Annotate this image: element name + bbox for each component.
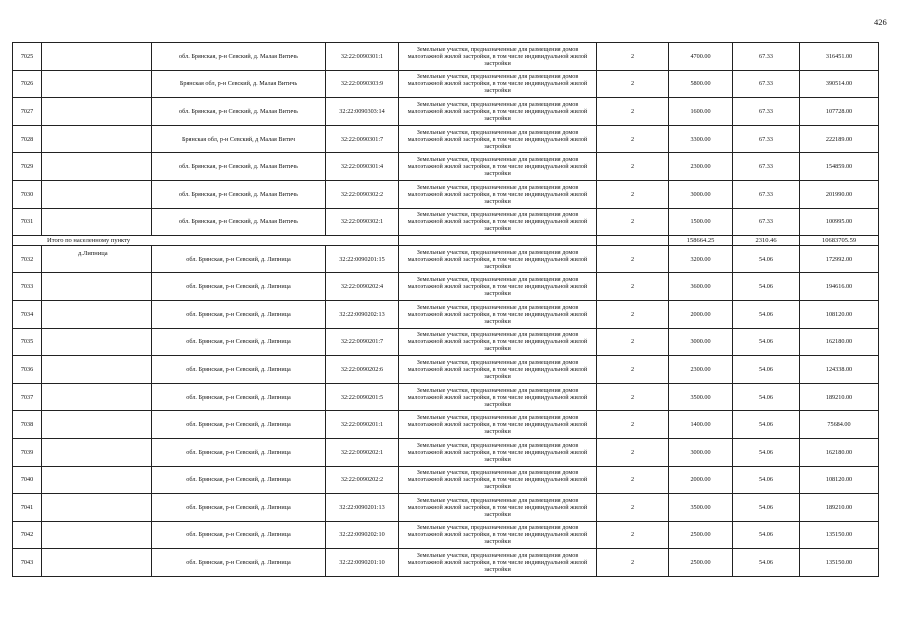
specific-cadastral-value: 54.06 bbox=[733, 549, 800, 577]
group-code: 2 bbox=[597, 125, 669, 153]
table-row bbox=[13, 43, 879, 71]
land-use-purpose: Земельные участки, предназначенные для размещения домов малоэтажной жилой застройки, в том числе индивидуальной жилой застройки bbox=[399, 438, 597, 466]
address: обл. Брянская, р-н Севский, д. Липница bbox=[152, 328, 326, 356]
land-use-purpose: Земельные участки, предназначенные для размещения домов малоэтажной жилой застройки, в том числе индивидуальной жилой застройки bbox=[399, 208, 597, 236]
cadastral-value: 108120.00 bbox=[800, 300, 879, 328]
blank-cell bbox=[42, 300, 152, 328]
area: 1500.00 bbox=[669, 208, 733, 236]
cadastral-number: 32:22:0090202:4 bbox=[326, 273, 399, 301]
table-row bbox=[13, 273, 879, 301]
specific-cadastral-value: 54.06 bbox=[733, 273, 800, 301]
cadastral-number: 32:22:0090303:9 bbox=[326, 70, 399, 98]
table-row bbox=[13, 356, 879, 384]
row-number: 7041 bbox=[13, 494, 42, 522]
row-number: 7043 bbox=[13, 549, 42, 577]
table-row bbox=[13, 153, 879, 181]
cadastral-number: 32:22:0090301:4 bbox=[326, 153, 399, 181]
cadastral-number: 32:22:0090201:10 bbox=[326, 549, 399, 577]
group-code: 2 bbox=[597, 273, 669, 301]
cadastral-value: 390514.00 bbox=[800, 70, 879, 98]
specific-cadastral-value: 67.33 bbox=[733, 125, 800, 153]
land-use-purpose: Земельные участки, предназначенные для размещения домов малоэтажной жилой застройки, в том числе индивидуальной жилой застройки bbox=[399, 328, 597, 356]
row-number: 7034 bbox=[13, 300, 42, 328]
group-code: 2 bbox=[597, 383, 669, 411]
group-code: 2 bbox=[597, 328, 669, 356]
blank-cell bbox=[42, 98, 152, 126]
specific-cadastral-value: 67.33 bbox=[733, 98, 800, 126]
table-row bbox=[13, 208, 879, 236]
row-number: 7037 bbox=[13, 383, 42, 411]
land-use-purpose: Земельные участки, предназначенные для размещения домов малоэтажной жилой застройки, в том числе индивидуальной жилой застройки bbox=[399, 411, 597, 439]
land-use-purpose: Земельные участки, предназначенные для размещения домов малоэтажной жилой застройки, в том числе индивидуальной жилой застройки bbox=[399, 98, 597, 126]
locality-heading: д.Липница bbox=[78, 250, 108, 257]
row-number: 7033 bbox=[13, 273, 42, 301]
row-number: 7032 bbox=[13, 245, 42, 273]
land-use-purpose: Земельные участки, предназначенные для размещения домов малоэтажной жилой застройки, в том числе индивидуальной жилой застройки bbox=[399, 70, 597, 98]
area: 1400.00 bbox=[669, 411, 733, 439]
row-number: 7035 bbox=[13, 328, 42, 356]
row-number: 7036 bbox=[13, 356, 42, 384]
group-code: 2 bbox=[597, 98, 669, 126]
row-number: 7039 bbox=[13, 438, 42, 466]
subtotal-group-cell bbox=[597, 236, 669, 246]
subtotal-label: Итого по населенному пункту bbox=[13, 236, 399, 246]
table-row bbox=[13, 466, 879, 494]
row-number: 7028 bbox=[13, 125, 42, 153]
group-code: 2 bbox=[597, 549, 669, 577]
row-number: 7027 bbox=[13, 98, 42, 126]
table-row bbox=[13, 411, 879, 439]
blank-cell bbox=[42, 411, 152, 439]
address: Брянская обл, р-н Севский, д. Малая Витичь bbox=[152, 70, 326, 98]
land-use-purpose: Земельные участки, предназначенные для размещения домов малоэтажной жилой застройки, в том числе индивидуальной жилой застройки bbox=[399, 153, 597, 181]
row-number: 7025 bbox=[13, 43, 42, 71]
cadastral-number: 32:22:0090202:2 bbox=[326, 466, 399, 494]
row-number: 7026 bbox=[13, 70, 42, 98]
blank-cell bbox=[42, 153, 152, 181]
table-row bbox=[13, 300, 879, 328]
blank-cell bbox=[42, 208, 152, 236]
group-code: 2 bbox=[597, 70, 669, 98]
area: 3200.00 bbox=[669, 245, 733, 273]
area: 2300.00 bbox=[669, 356, 733, 384]
area: 3300.00 bbox=[669, 125, 733, 153]
table-row bbox=[13, 383, 879, 411]
specific-cadastral-value: 54.06 bbox=[733, 466, 800, 494]
table-row bbox=[13, 328, 879, 356]
land-use-purpose: Земельные участки, предназначенные для размещения домов малоэтажной жилой застройки, в том числе индивидуальной жилой застройки bbox=[399, 125, 597, 153]
row-number: 7042 bbox=[13, 521, 42, 549]
cadastral-number: 32:22:0090202:1 bbox=[326, 438, 399, 466]
blank-cell bbox=[42, 70, 152, 98]
area: 1600.00 bbox=[669, 98, 733, 126]
blank-cell bbox=[42, 356, 152, 384]
specific-cadastral-value: 54.06 bbox=[733, 521, 800, 549]
land-use-purpose: Земельные участки, предназначенные для размещения домов малоэтажной жилой застройки, в том числе индивидуальной жилой застройки bbox=[399, 521, 597, 549]
cadastral-value: 124338.00 bbox=[800, 356, 879, 384]
cadastral-value: 162180.00 bbox=[800, 328, 879, 356]
address: обл. Брянская, р-н Севский, д. Липница bbox=[152, 273, 326, 301]
blank-cell bbox=[42, 521, 152, 549]
group-code: 2 bbox=[597, 153, 669, 181]
cadastral-value: 201990.00 bbox=[800, 180, 879, 208]
table-row bbox=[13, 494, 879, 522]
cadastral-value: 316451.00 bbox=[800, 43, 879, 71]
land-use-purpose: Земельные участки, предназначенные для размещения домов малоэтажной жилой застройки, в том числе индивидуальной жилой застройки bbox=[399, 383, 597, 411]
table-row bbox=[13, 438, 879, 466]
address: обл. Брянская, р-н Севский, д. Липница bbox=[152, 466, 326, 494]
cadastral-number: 32:22:0090302:1 bbox=[326, 208, 399, 236]
group-code: 2 bbox=[597, 438, 669, 466]
area: 3500.00 bbox=[669, 494, 733, 522]
area: 2500.00 bbox=[669, 521, 733, 549]
subtotal-area: 158664.25 bbox=[669, 236, 733, 246]
address: обл. Брянская, р-н Севский, д. Малая Витичь bbox=[152, 43, 326, 71]
address: обл. Брянская, р-н Севский, д. Липница bbox=[152, 300, 326, 328]
group-code: 2 bbox=[597, 300, 669, 328]
table-row bbox=[13, 521, 879, 549]
specific-cadastral-value: 54.06 bbox=[733, 411, 800, 439]
page-number: 426 bbox=[874, 17, 887, 27]
area: 5800.00 bbox=[669, 70, 733, 98]
land-register-table bbox=[12, 42, 879, 577]
cadastral-number: 32:22:0090301:1 bbox=[326, 43, 399, 71]
cadastral-value: 194616.00 bbox=[800, 273, 879, 301]
group-code: 2 bbox=[597, 521, 669, 549]
land-use-purpose: Земельные участки, предназначенные для размещения домов малоэтажной жилой застройки, в том числе индивидуальной жилой застройки bbox=[399, 300, 597, 328]
land-use-purpose: Земельные участки, предназначенные для размещения домов малоэтажной жилой застройки, в том числе индивидуальной жилой застройки bbox=[399, 43, 597, 71]
area: 3000.00 bbox=[669, 180, 733, 208]
group-code: 2 bbox=[597, 411, 669, 439]
address: обл. Брянская, р-н Севский, д. Липница bbox=[152, 438, 326, 466]
table-row bbox=[13, 125, 879, 153]
subtotal-row bbox=[13, 236, 879, 246]
table-row bbox=[13, 180, 879, 208]
group-code: 2 bbox=[597, 356, 669, 384]
address: обл. Брянская, р-н Севский, д. Малая Витичь bbox=[152, 208, 326, 236]
address: Брянская обл, р-н Севский, д Малая Витич bbox=[152, 125, 326, 153]
group-code: 2 bbox=[597, 208, 669, 236]
cadastral-value: 135150.00 bbox=[800, 549, 879, 577]
group-code: 2 bbox=[597, 245, 669, 273]
cadastral-value: 107728.00 bbox=[800, 98, 879, 126]
land-use-purpose: Земельные участки, предназначенные для размещения домов малоэтажной жилой застройки, в том числе индивидуальной жилой застройки bbox=[399, 466, 597, 494]
table-row bbox=[13, 70, 879, 98]
cadastral-number: 32:22:0090202:13 bbox=[326, 300, 399, 328]
specific-cadastral-value: 54.06 bbox=[733, 494, 800, 522]
cadastral-value: 108120.00 bbox=[800, 466, 879, 494]
land-use-purpose: Земельные участки, предназначенные для размещения домов малоэтажной жилой застройки, в том числе индивидуальной жилой застройки bbox=[399, 273, 597, 301]
land-use-purpose: Земельные участки, предназначенные для размещения домов малоэтажной жилой застройки, в том числе индивидуальной жилой застройки bbox=[399, 245, 597, 273]
cadastral-value: 75684.00 bbox=[800, 411, 879, 439]
blank-cell bbox=[42, 273, 152, 301]
table-row bbox=[13, 549, 879, 577]
group-code: 2 bbox=[597, 180, 669, 208]
specific-cadastral-value: 67.33 bbox=[733, 180, 800, 208]
row-number: 7030 bbox=[13, 180, 42, 208]
specific-cadastral-value: 54.06 bbox=[733, 356, 800, 384]
area: 3000.00 bbox=[669, 438, 733, 466]
area: 3600.00 bbox=[669, 273, 733, 301]
specific-cadastral-value: 54.06 bbox=[733, 328, 800, 356]
address: обл. Брянская, р-н Севский, д. Липница bbox=[152, 494, 326, 522]
area: 2500.00 bbox=[669, 549, 733, 577]
cadastral-value: 100995.00 bbox=[800, 208, 879, 236]
cadastral-value: 172992.00 bbox=[800, 245, 879, 273]
cadastral-value: 189210.00 bbox=[800, 383, 879, 411]
subtotal-rate: 2310.46 bbox=[733, 236, 800, 246]
specific-cadastral-value: 54.06 bbox=[733, 383, 800, 411]
cadastral-number: 32:22:0090301:7 bbox=[326, 125, 399, 153]
group-code: 2 bbox=[597, 494, 669, 522]
area: 4700.00 bbox=[669, 43, 733, 71]
cadastral-number: 32:22:0090303:14 bbox=[326, 98, 399, 126]
address: обл. Брянская, р-н Севский, д. Липница bbox=[152, 549, 326, 577]
specific-cadastral-value: 67.33 bbox=[733, 43, 800, 71]
row-number: 7040 bbox=[13, 466, 42, 494]
blank-cell bbox=[42, 328, 152, 356]
group-code: 2 bbox=[597, 43, 669, 71]
blank-cell bbox=[42, 549, 152, 577]
cadastral-number: 32:22:0090202:10 bbox=[326, 521, 399, 549]
blank-cell bbox=[42, 43, 152, 71]
cadastral-value: 135150.00 bbox=[800, 521, 879, 549]
group-1-rows bbox=[13, 43, 879, 236]
cadastral-number: 32:22:0090201:7 bbox=[326, 328, 399, 356]
cadastral-value: 154859.00 bbox=[800, 153, 879, 181]
subtotal-purpose-cell bbox=[399, 236, 597, 246]
cadastral-number: 32:22:0090202:6 bbox=[326, 356, 399, 384]
row-number: 7038 bbox=[13, 411, 42, 439]
land-use-purpose: Земельные участки, предназначенные для размещения домов малоэтажной жилой застройки, в том числе индивидуальной жилой застройки bbox=[399, 180, 597, 208]
area: 2000.00 bbox=[669, 466, 733, 494]
land-use-purpose: Земельные участки, предназначенные для размещения домов малоэтажной жилой застройки, в том числе индивидуальной жилой застройки bbox=[399, 549, 597, 577]
specific-cadastral-value: 54.06 bbox=[733, 300, 800, 328]
blank-cell bbox=[42, 125, 152, 153]
specific-cadastral-value: 67.33 bbox=[733, 70, 800, 98]
cadastral-value: 222189.00 bbox=[800, 125, 879, 153]
table-row bbox=[13, 245, 879, 273]
group-2-rows bbox=[13, 245, 879, 576]
blank-cell bbox=[42, 494, 152, 522]
cadastral-number: 32:22:0090201:13 bbox=[326, 494, 399, 522]
cadastral-number: 32:22:0090302:2 bbox=[326, 180, 399, 208]
blank-cell bbox=[42, 383, 152, 411]
table-row bbox=[13, 98, 879, 126]
address: обл. Брянская, р-н Севский, д. Малая Витичь bbox=[152, 180, 326, 208]
address: обл. Брянская, р-н Севский, д. Малая Витичь bbox=[152, 98, 326, 126]
cadastral-number: 32:22:0090201:15 bbox=[326, 245, 399, 273]
blank-cell bbox=[42, 180, 152, 208]
address: обл. Брянская, р-н Севский, д. Малая Витичь bbox=[152, 153, 326, 181]
row-number: 7031 bbox=[13, 208, 42, 236]
specific-cadastral-value: 67.33 bbox=[733, 153, 800, 181]
address: обл. Брянская, р-н Севский, д. Липница bbox=[152, 521, 326, 549]
cadastral-value: 189210.00 bbox=[800, 494, 879, 522]
cadastral-number: 32:22:0090201:1 bbox=[326, 411, 399, 439]
cadastral-value: 162180.00 bbox=[800, 438, 879, 466]
row-number: 7029 bbox=[13, 153, 42, 181]
address: обл. Брянская, р-н Севский, д. Липница bbox=[152, 411, 326, 439]
address: обл. Брянская, р-н Севский, д. Липница bbox=[152, 383, 326, 411]
land-use-purpose: Земельные участки, предназначенные для размещения домов малоэтажной жилой застройки, в том числе индивидуальной жилой застройки bbox=[399, 494, 597, 522]
area: 3000.00 bbox=[669, 328, 733, 356]
blank-cell bbox=[42, 438, 152, 466]
address: обл. Брянская, р-н Севский, д. Липница bbox=[152, 356, 326, 384]
area: 3500.00 bbox=[669, 383, 733, 411]
area: 2300.00 bbox=[669, 153, 733, 181]
specific-cadastral-value: 54.06 bbox=[733, 245, 800, 273]
cadastral-number: 32:22:0090201:5 bbox=[326, 383, 399, 411]
address: обл. Брянская, р-н Севский, д. Липница bbox=[152, 245, 326, 273]
specific-cadastral-value: 67.33 bbox=[733, 208, 800, 236]
group-code: 2 bbox=[597, 466, 669, 494]
specific-cadastral-value: 54.06 bbox=[733, 438, 800, 466]
area: 2000.00 bbox=[669, 300, 733, 328]
subtotal-value: 10683705.59 bbox=[800, 236, 879, 246]
land-use-purpose: Земельные участки, предназначенные для размещения домов малоэтажной жилой застройки, в том числе индивидуальной жилой застройки bbox=[399, 356, 597, 384]
blank-cell bbox=[42, 466, 152, 494]
